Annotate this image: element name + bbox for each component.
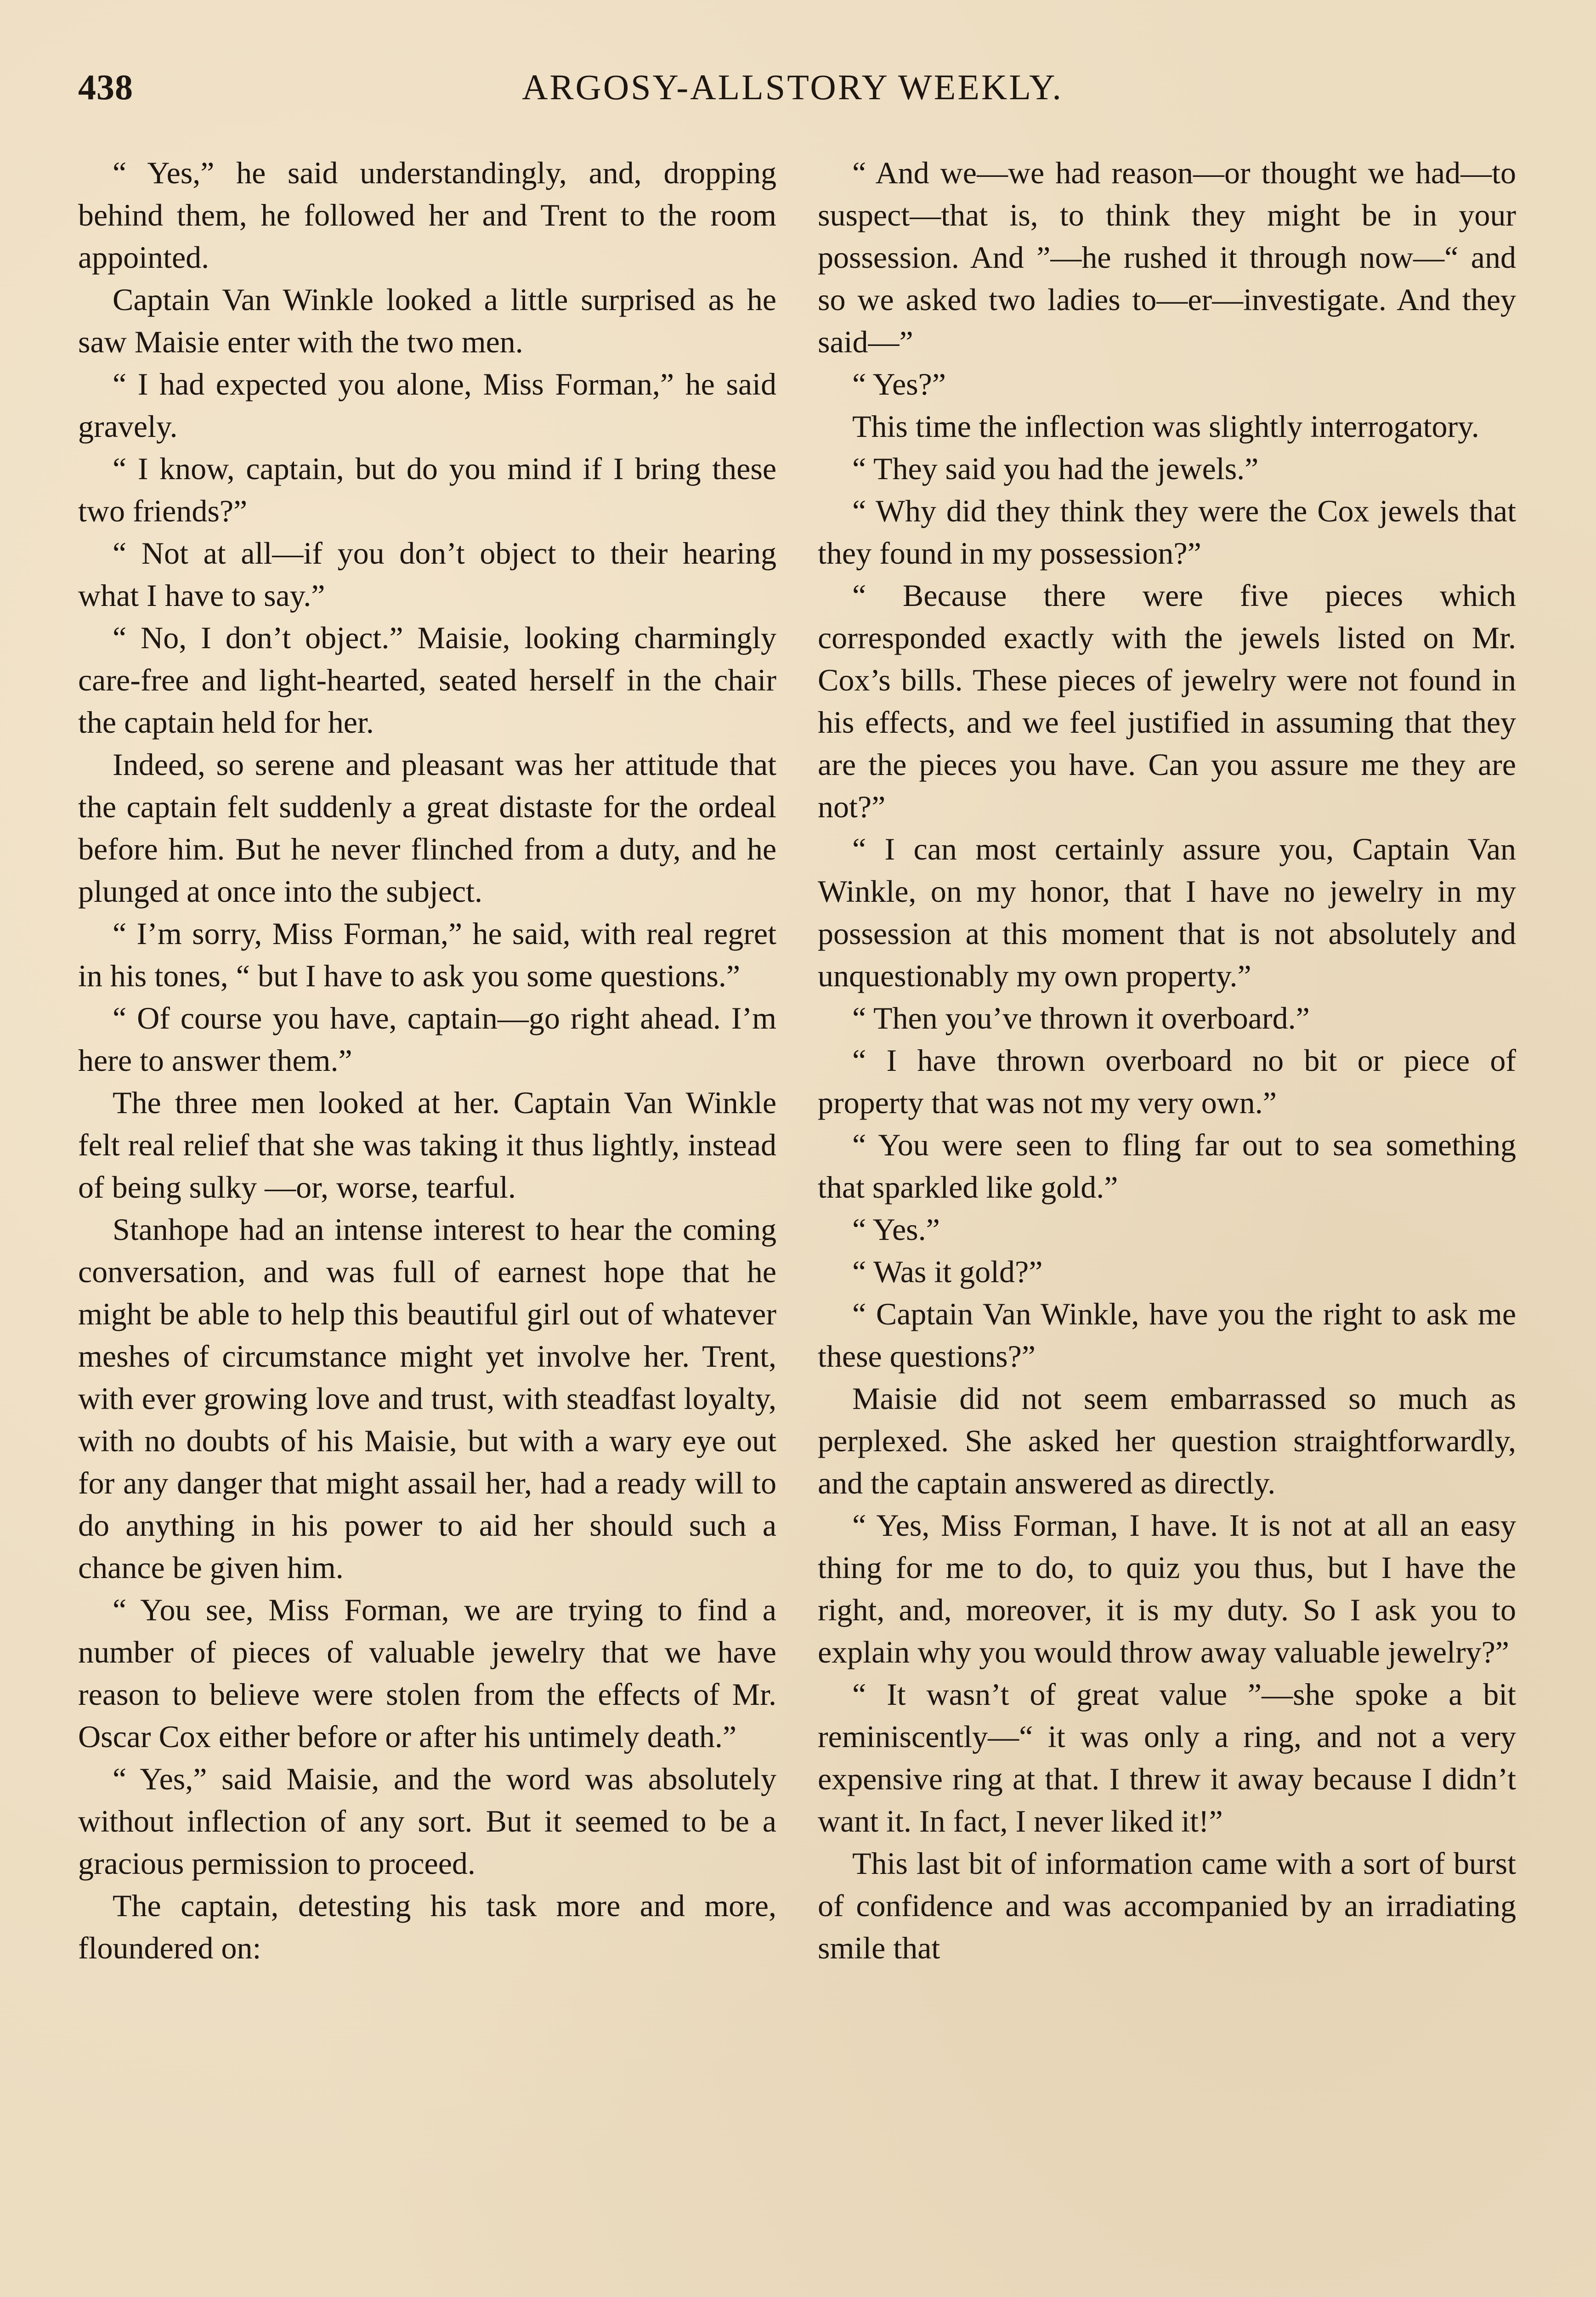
right-column xyxy=(818,152,1516,2297)
paragraph: The captain, detesting his task more and more, floundered on: xyxy=(78,1888,776,1965)
paragraph: “ I had expected you alone, Miss Forman,” he said gravely. xyxy=(78,367,776,444)
running-head: ARGOSY-ALLSTORY WEEKLY. xyxy=(522,67,1063,107)
paragraph: “ And we—we had reason—or thought we had—to suspect—that is, to think they might be in your possession. And ”—he rushed it through now—“ and so we asked two ladies to—er—investigate. And they said—” xyxy=(818,155,1516,359)
paragraph: “ Why did they think they were the Cox jewels that they found in my possession?” xyxy=(818,493,1516,571)
paragraph: “ Yes?” xyxy=(852,367,946,402)
paragraph: “ You see, Miss Forman, we are trying to find a number of pieces of valuable jewelry that we have reason to believe were stolen from the effects of Mr. Oscar Cox either before or after his untimely death.” xyxy=(78,1592,776,1754)
paragraph: “ Yes.” xyxy=(852,1212,940,1247)
paragraph: “ I know, captain, but do you mind if I bring these two friends?” xyxy=(78,451,776,528)
page-header xyxy=(78,67,1507,122)
paragraph: “ Then you’ve thrown it overboard.” xyxy=(852,1001,1310,1035)
paragraph: This time the inflection was slightly interrogatory. xyxy=(852,409,1479,444)
paragraph: Indeed, so serene and pleasant was her attitude that the captain felt suddenly a great distaste for the ordeal before him. But he never flinched from a duty, and he plunged at once into the subject. xyxy=(78,747,776,909)
paragraph: “ I have thrown overboard no bit or piece of property that was not my very own.” xyxy=(818,1043,1516,1120)
paragraph: “ Yes,” said Maisie, and the word was absolutely without inflection of any sort. But it seemed to be a gracious permission to proceed. xyxy=(78,1761,776,1881)
paragraph: The three men looked at her. Captain Van Winkle felt real relief that she was taking it thus lightly, instead of being sulky —or, worse, tearful. xyxy=(78,1085,776,1205)
paragraph: “ I can most certainly assure you, Captain Van Winkle, on my honor, that I have no jewelry in my possession at this moment that is not absolutely and unquestionably my own property.” xyxy=(818,832,1516,993)
paragraph: “ It wasn’t of great value ”—she spoke a bit reminiscently—“ it was only a ring, and not a very expensive ring at that. I threw it away because I didn’t want it. In fact, I never liked it!” xyxy=(818,1677,1516,1839)
paragraph: “ You were seen to fling far out to sea something that sparkled like gold.” xyxy=(818,1127,1516,1205)
page-number: 438 xyxy=(78,67,133,107)
paragraph: Maisie did not seem embarrassed so much as perplexed. She asked her question straightforwardly, and the captain answered as directly. xyxy=(818,1381,1516,1500)
paragraph: “ Yes, Miss Forman, I have. It is not at all an easy thing for me to do, to quiz you thus, but I have the right, and, moreover, it is my duty. So I ask you to explain why you would throw away valuable jewelry?” xyxy=(818,1508,1516,1669)
paragraph: “ Was it gold?” xyxy=(852,1254,1043,1289)
left-column xyxy=(78,152,776,2297)
paragraph: Stanhope had an intense interest to hear the coming conversation, and was full of earnest hope that he might be able to help this beautiful girl out of whatever meshes of circumstance might yet involve her. Trent, with ever growing love and trust, with steadfast loyalty, with no doubts of his Maisie, but with a wary eye out for any danger that might assail her, had a ready will to do anything in his power to aid her should such a chance be given him. xyxy=(78,1212,776,1585)
paragraph: “ Because there were five pieces which corresponded exactly with the jewels listed on Mr. Cox’s bills. These pieces of jewelry were not found in his effects, and we feel justified in assuming that they are the pieces you have. Can you assure me they are not?” xyxy=(818,578,1516,824)
paragraph: “ Captain Van Winkle, have you the right to ask me these questions?” xyxy=(818,1296,1516,1374)
paragraph: “ I’m sorry, Miss Forman,” he said, with real regret in his tones, “ but I have to ask you some questions.” xyxy=(78,916,776,993)
paragraph: Captain Van Winkle looked a little surprised as he saw Maisie enter with the two men. xyxy=(78,282,776,359)
paragraph: “ No, I don’t object.” Maisie, looking charmingly care-free and light-hearted, seated herself in the chair the captain held for her. xyxy=(78,620,776,740)
paragraph: “ Yes,” he said understandingly, and, dropping behind them, he followed her and Trent to the room appointed. xyxy=(78,155,776,275)
paragraph: “ Not at all—if you don’t object to their hearing what I have to say.” xyxy=(78,536,776,613)
paragraph: “ They said you had the jewels.” xyxy=(852,451,1259,486)
paragraph: “ Of course you have, captain—go right ahead. I’m here to answer them.” xyxy=(78,1001,776,1078)
paragraph: This last bit of information came with a sort of burst of confidence and was accompanied by an irradiating smile that xyxy=(818,1846,1516,1965)
